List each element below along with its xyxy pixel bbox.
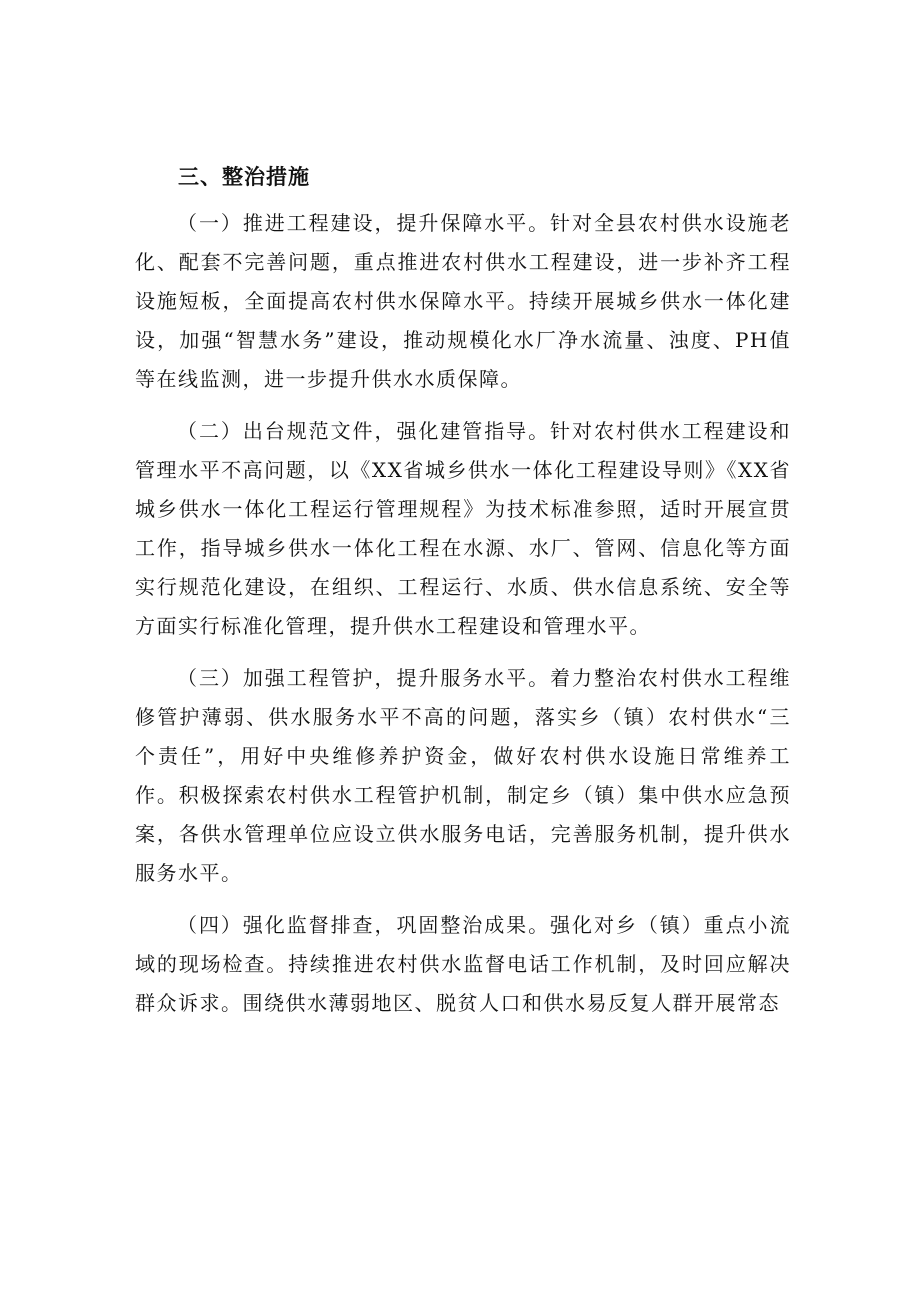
section-heading: 三、整治措施: [178, 165, 310, 189]
paragraph-1: （一）推进工程建设，提升保障水平。针对全县农村供水设施老化、配套不完善问题，重点推进农村供水工程建设，进一步补齐工程设施短板，全面提高农村供水保障水平。持续开展城乡供水一体化建设，加强“智慧水务”建设，推动规模化水厂净水流量、浊度、PH值等在线监测，进一步提升供水水质保障。: [135, 211, 791, 391]
paragraph-4: （四）强化监督排查，巩固整治成果。强化对乡（镇）重点小流域的现场检查。持续推进农村供水监督电话工作机制，及时回应解决群众诉求。围绕供水薄弱地区、脱贫人口和供水易反复人群开展常态: [135, 913, 791, 1015]
document-body: [135, 204, 791, 1036]
paragraph-3: （三）加强工程管护，提升服务水平。着力整治农村供水工程维修管护薄弱、供水服务水平不高的问题，落实乡（镇）农村供水“三个责任”，用好中央维修养护资金，做好农村供水设施日常维养工作。积极探索农村供水工程管护机制，制定乡（镇）集中供水应急预案，各供水管理单位应设立供水服务电话，完善服务机制，提升供水服务水平。: [135, 666, 791, 885]
paragraph-2: （二）出台规范文件，强化建管指导。针对农村供水工程建设和管理水平不高问题，以《XX省城乡供水一体化工程建设导则》《XX省城乡供水一体化工程运行管理规程》为技术标准参照，适时开展宣贯工作，指导城乡供水一体化工程在水源、水厂、管网、信息化等方面实行规范化建设，在组织、工程运行、水质、供水信息系统、安全等方面实行标准化管理，提升供水工程建设和管理水平。: [135, 419, 791, 638]
